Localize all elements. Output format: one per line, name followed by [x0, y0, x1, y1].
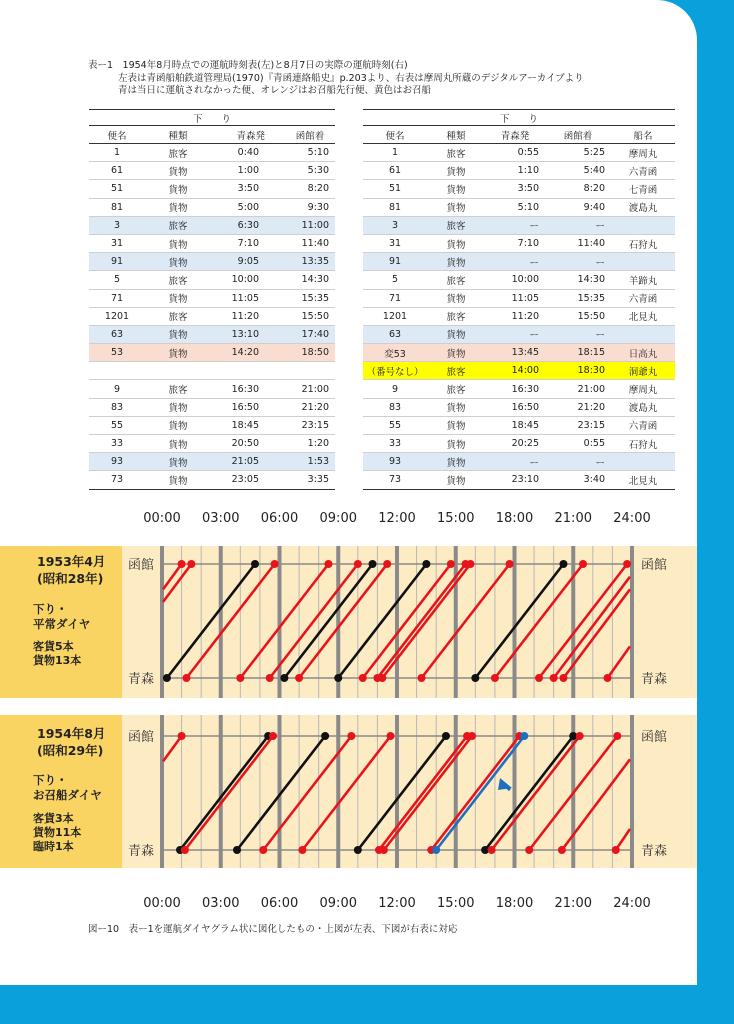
x-tick-top: 21:00: [554, 511, 592, 526]
trip-departure-dot: [558, 846, 566, 854]
trip-arrival-dot: [187, 560, 195, 568]
right-table-cell-no: 73: [388, 474, 402, 486]
right-table-cell-type: 貨物: [446, 239, 466, 251]
left-table-cell-dep: 10:00: [231, 274, 259, 286]
left-table-cell-type: 旅客: [168, 312, 188, 324]
trip-arrival-dot: [369, 560, 377, 568]
right-table-cell-ship: 六青函: [628, 421, 658, 433]
right-table-cell-type: 旅客: [427, 216, 485, 234]
left-table-cell-dep: 20:50: [231, 438, 259, 450]
page-frame-bottom: [0, 985, 734, 1024]
trip-line-passenger: [485, 736, 573, 850]
right-table-cell-arr: 15:35: [577, 292, 605, 304]
trip-departure-dot: [417, 674, 425, 682]
left-table-cell-arr: 13:35: [265, 253, 335, 271]
trip-departure-dot: [298, 846, 306, 854]
right-table-cell-arr: 3:40: [583, 474, 605, 486]
trip-departure-dot: [604, 674, 612, 682]
right-table-cell-ship: 渡島丸: [628, 203, 658, 215]
trip-line-passenger: [358, 736, 446, 850]
trip-arrival-dot: [178, 560, 186, 568]
x-tick-bottom: 24:00: [613, 896, 651, 911]
station-label-aomori: 青森: [128, 672, 155, 687]
trip-departure-dot: [359, 674, 367, 682]
left-table-cell-type: 貨物: [168, 421, 188, 433]
right-table-cell-dep: 1:10: [517, 165, 539, 177]
left-table-cell-arr: 9:30: [307, 201, 329, 213]
right-table-cell-arr: 15:50: [577, 310, 605, 322]
left-table-cell-no: 53: [89, 344, 145, 362]
right-header-ship: 船名: [611, 126, 675, 144]
trip-departure-dot: [432, 846, 440, 854]
trip-departure-dot: [612, 846, 620, 854]
trip-line-freight: [163, 564, 182, 589]
right-table-cell-no: 9: [391, 383, 399, 395]
panel2-count1: 客貨3本: [33, 812, 74, 825]
left-table-cell-type: 貨物: [168, 403, 188, 415]
left-table-cell-dep: 9:05: [211, 253, 265, 271]
left-table-cell-type: 貨物: [168, 166, 188, 178]
right-table-cell-no: 51: [388, 183, 402, 195]
right-table-cell-no: 1: [391, 147, 399, 159]
trip-line-freight: [421, 564, 509, 678]
right-table-cell-no: 3: [363, 216, 427, 234]
page-number: 11: [669, 957, 689, 972]
trip-departure-dot: [378, 674, 386, 682]
right-table-cell-arr: 21:20: [577, 401, 605, 413]
trip-arrival-dot: [422, 560, 430, 568]
left-table-cell-type: 貨物: [168, 203, 188, 215]
trip-arrival-dot: [269, 732, 277, 740]
trip-arrival-dot: [559, 560, 567, 568]
left-table-cell-arr: 11:00: [265, 216, 335, 234]
left-table-cell-no: 9: [113, 383, 121, 395]
table-caption-line2: 左表は青函船舶鉄道管理局(1970)『青函連絡船史』p.203より、右表は摩周丸所蔵のデジタルアーカイブより: [118, 72, 584, 84]
left-table-cell-dep: 16:50: [231, 401, 259, 413]
right-table-cell-dep: 14:00: [485, 362, 545, 380]
left-table-cell-no: 1201: [104, 310, 130, 322]
left-table-cell-dep: 23:05: [231, 474, 259, 486]
right-table-cell-type: 貨物: [446, 184, 466, 196]
right-table-cell-arr: ー: [545, 253, 611, 271]
x-tick-bottom: 09:00: [319, 896, 357, 911]
left-table-cell-type: 貨物: [145, 253, 211, 271]
trip-line-freight: [163, 736, 182, 761]
left-table-cell-arr: 3:35: [307, 474, 329, 486]
right-table-cell-no: 1201: [382, 310, 408, 322]
left-table-cell-no: 1: [113, 147, 121, 159]
left-table-cell-dep: 11:20: [231, 310, 259, 322]
right-table-cell-no: 71: [388, 292, 402, 304]
right-table-cell-arr: ー: [545, 216, 611, 234]
trip-line-freight: [363, 564, 451, 678]
left-table-cell-no: 31: [110, 238, 124, 250]
trip-arrival-dot: [383, 560, 391, 568]
right-table-cell-arr: ー: [545, 453, 611, 471]
right-table-cell-type: 貨物: [446, 439, 466, 451]
trip-arrival-dot: [321, 732, 329, 740]
right-table-cell-ship: 洞爺丸: [611, 362, 675, 380]
trip-departure-dot: [550, 674, 558, 682]
right-header-dep: 青森発: [485, 126, 545, 144]
station-label-aomori: 青森: [640, 672, 667, 687]
right-table-cell-type: 旅客: [446, 312, 466, 324]
trip-arrival-dot: [387, 732, 395, 740]
trip-arrival-dot: [251, 560, 259, 568]
trip-departure-dot: [334, 674, 342, 682]
left-table-cell-no: 71: [110, 292, 124, 304]
trip-arrival-dot: [324, 560, 332, 568]
right-table-cell-ship: 北見丸: [628, 312, 658, 324]
x-tick-top: 09:00: [319, 511, 357, 526]
panel1-subtitle2: 平常ダイヤ: [33, 617, 91, 631]
left-direction: 下 り: [89, 110, 335, 126]
trip-arrival-dot: [271, 560, 279, 568]
panel2-count3: 臨時1本: [33, 840, 74, 853]
x-tick-bottom: 18:00: [495, 896, 534, 911]
left-table-cell-arr: 17:40: [265, 325, 335, 343]
left-table-cell-no: 55: [110, 419, 124, 431]
left-table-cell-arr: 5:30: [307, 165, 329, 177]
left-table-cell-arr: 1:20: [307, 438, 329, 450]
table-caption-line1: 表ー1 1954年8月時点での運航時刻表(左)と8月7日の実際の運航時刻(右): [88, 60, 408, 71]
right-table-cell-dep: 18:45: [511, 419, 539, 431]
left-header-type: 種類: [145, 126, 211, 144]
x-tick-top: 06:00: [260, 511, 299, 526]
panel1-count1: 客貨5本: [33, 640, 74, 653]
station-label-hakodate: 函館: [640, 558, 667, 573]
trip-arrival-dot: [576, 732, 584, 740]
trip-line-freight: [608, 646, 630, 678]
x-tick-bottom: 03:00: [202, 896, 240, 911]
right-table-cell-no: 33: [388, 438, 402, 450]
right-table-cell-dep: 11:05: [511, 292, 539, 304]
right-table-cell-arr: 14:30: [577, 274, 605, 286]
trip-arrival-dot: [347, 732, 355, 740]
trip-departure-dot: [535, 674, 543, 682]
right-table-cell-dep: ー: [485, 253, 545, 271]
right-table-cell-dep: ー: [485, 453, 545, 471]
right-table-cell-no: 63: [363, 325, 427, 343]
left-header-dep: 青森発: [211, 126, 265, 144]
right-table-cell-arr: 0:55: [583, 438, 605, 450]
trip-arrival-dot: [579, 560, 587, 568]
trip-departure-dot: [354, 846, 362, 854]
right-table-cell-arr: 8:20: [583, 183, 605, 195]
right-table-cell-dep: 16:30: [511, 383, 539, 395]
x-tick-top: 12:00: [378, 511, 416, 526]
table-caption-line3: 青は当日に運航されなかった便、オレンジはお召船先行便、黄色はお召船: [118, 85, 432, 96]
trip-departure-dot: [236, 674, 244, 682]
right-table-cell-type: 貨物: [446, 421, 466, 433]
left-table-cell-type: 貨物: [168, 239, 188, 251]
left-table-cell-no: 61: [110, 165, 124, 177]
right-table-cell-type: 貨物: [446, 294, 466, 306]
x-tick-top: 03:00: [202, 511, 240, 526]
right-table-cell-type: 貨物: [427, 453, 485, 471]
left-table-cell-no: 5: [113, 274, 121, 286]
trip-line-royal: [436, 736, 524, 850]
right-table-cell-dep: 20:25: [511, 438, 539, 450]
right-table-cell-dep: 0:55: [517, 147, 539, 159]
trip-line-freight: [539, 564, 627, 678]
trip-line-passenger: [475, 564, 563, 678]
left-table-cell-dep: 14:20: [211, 344, 265, 362]
right-table-cell-ship: 渡島丸: [628, 403, 658, 415]
left-table-cell-no: 51: [110, 183, 124, 195]
trip-departure-dot: [491, 674, 499, 682]
left-table-cell-type: 貨物: [168, 439, 188, 451]
left-table-cell-arr: 1:53: [265, 453, 335, 471]
panel1-count2: 貨物13本: [33, 654, 82, 667]
left-table-cell-dep: 6:30: [211, 216, 265, 234]
right-table-cell-arr: 21:00: [577, 383, 605, 395]
trip-departure-dot: [525, 846, 533, 854]
right-table-cell-dep: 5:10: [517, 201, 539, 213]
panel1-era: (昭和28年): [37, 571, 104, 586]
left-table-cell-arr: 5:10: [307, 147, 329, 159]
x-tick-bottom: 21:00: [554, 896, 592, 911]
right-table-cell-no: 83: [388, 401, 402, 413]
trip-arrival-dot: [623, 560, 631, 568]
right-header-type: 種類: [427, 126, 485, 144]
right-table-cell-type: 貨物: [446, 203, 466, 215]
trip-departure-dot: [266, 674, 274, 682]
right-table-cell-dep: 16:50: [511, 401, 539, 413]
left-table-cell-dep: 5:00: [237, 201, 259, 213]
right-table-cell-dep: ー: [485, 216, 545, 234]
right-table-cell-dep: 10:00: [511, 274, 539, 286]
left-table-cell-no: 73: [110, 474, 124, 486]
right-table-cell-dep: 3:50: [517, 183, 539, 195]
right-table-cell-no: 81: [388, 201, 402, 213]
left-table-cell-arr: 15:35: [301, 292, 329, 304]
trip-arrival-dot: [442, 732, 450, 740]
right-table-cell-dep: 13:45: [485, 344, 545, 362]
trip-arrival-dot: [466, 560, 474, 568]
left-header-arr: 函館着: [265, 126, 335, 144]
right-table-cell-type: 貨物: [427, 344, 485, 362]
left-table-cell-type: 旅客: [168, 385, 188, 397]
right-table-cell-ship: 摩周丸: [628, 385, 658, 397]
right-table-cell-ship: 日高丸: [611, 344, 675, 362]
right-table-cell-type: 旅客: [446, 148, 466, 160]
right-table-cell-no: 55: [388, 419, 402, 431]
left-table-cell-arr: 15:50: [301, 310, 329, 322]
left-table-cell-no: 81: [110, 201, 124, 213]
right-table-cell-type: 旅客: [446, 385, 466, 397]
left-table-cell-no: 83: [110, 401, 124, 413]
x-tick-top: 00:00: [143, 511, 181, 526]
left-header-no: 便名: [89, 126, 145, 144]
right-table-cell-dep: 23:10: [511, 474, 539, 486]
left-table-cell-dep: 21:05: [211, 453, 265, 471]
right-table-cell-ship: 石狩丸: [628, 239, 658, 251]
left-table-cell-type: 貨物: [168, 184, 188, 196]
right-table-cell-arr: 9:40: [583, 201, 605, 213]
trip-arrival-dot: [178, 732, 186, 740]
panel1-subtitle1: 下り・: [33, 602, 68, 616]
left-table-cell-arr: 14:30: [301, 274, 329, 286]
left-table-cell-dep: 13:10: [211, 325, 265, 343]
left-table-cell-type: 旅客: [145, 216, 211, 234]
right-table-cell-ship: 摩周丸: [628, 148, 658, 160]
right-table-cell-no: 91: [363, 253, 427, 271]
left-table-cell-arr: 18:50: [265, 344, 335, 362]
right-table-cell-type: 貨物: [446, 475, 466, 487]
left-table-cell-no: 33: [110, 438, 124, 450]
panel2-title: 1954年8月: [37, 726, 106, 741]
right-table-cell-no: 変53: [363, 344, 427, 362]
left-table-cell-arr: 21:20: [301, 401, 329, 413]
figure-caption: 図ー10 表ー1を運航ダイヤグラム状に図化したもの・上図が左表、下図が右表に対応: [88, 924, 458, 935]
right-table-cell-ship: 六青函: [628, 166, 658, 178]
trip-departure-dot: [181, 846, 189, 854]
x-tick-bottom: 12:00: [378, 896, 416, 911]
right-table-cell-dep: 11:20: [511, 310, 539, 322]
panel2-count2: 貨物11本: [33, 826, 82, 839]
trip-departure-dot: [259, 846, 267, 854]
left-table-cell-type: 貨物: [145, 453, 211, 471]
left-table-cell-type: 貨物: [168, 475, 188, 487]
panel2-subtitle2: お召船ダイヤ: [33, 788, 102, 802]
left-table-cell-no: 91: [89, 253, 145, 271]
left-table-cell-dep: 0:40: [237, 147, 259, 159]
left-table-cell-arr: 23:15: [301, 419, 329, 431]
trip-departure-dot: [559, 674, 567, 682]
right-table-cell-ship: 北見丸: [628, 475, 658, 487]
right-table-cell-no: 93: [363, 453, 427, 471]
x-tick-bottom: 15:00: [437, 896, 475, 911]
panel1-title: 1953年4月: [37, 554, 106, 569]
left-table-cell-no: 93: [89, 453, 145, 471]
x-tick-top: 24:00: [613, 511, 651, 526]
left-table-cell-type: 貨物: [145, 325, 211, 343]
right-table-cell-arr: 18:30: [545, 362, 611, 380]
left-table-cell-dep: 11:05: [231, 292, 259, 304]
x-tick-bottom: 00:00: [143, 896, 181, 911]
station-label-hakodate: 函館: [128, 730, 155, 745]
right-table-cell-arr: 18:15: [545, 344, 611, 362]
left-table-cell-type: 旅客: [168, 148, 188, 160]
left-table-cell-dep: 3:50: [237, 183, 259, 195]
right-table-cell-type: 貨物: [446, 403, 466, 415]
left-table-cell-dep: 1:00: [237, 165, 259, 177]
right-table-cell-no: 61: [388, 165, 402, 177]
right-table-cell-ship: 七青函: [628, 184, 658, 196]
left-table-cell-arr: 21:00: [301, 383, 329, 395]
left-table-cell-no: 3: [89, 216, 145, 234]
trip-arrival-dot: [447, 560, 455, 568]
right-table-cell-no: （番号なし）: [363, 362, 427, 380]
panel2-era: (昭和29年): [37, 743, 104, 758]
trip-departure-dot: [295, 674, 303, 682]
trip-arrival-dot: [506, 560, 514, 568]
trip-departure-dot: [280, 674, 288, 682]
right-table-cell-type: 貨物: [427, 253, 485, 271]
trip-arrival-dot: [468, 732, 476, 740]
right-header-arr: 函館着: [545, 126, 611, 144]
right-table-cell-arr: 5:25: [583, 147, 605, 159]
trip-line-freight: [495, 564, 583, 678]
right-table-cell-type: 旅客: [427, 362, 485, 380]
trip-line-freight: [377, 564, 465, 678]
right-table-cell-dep: 7:10: [517, 238, 539, 250]
right-table-cell-ship: 石狩丸: [628, 439, 658, 451]
right-table-cell-no: 31: [388, 238, 402, 250]
right-table-cell-type: 旅客: [446, 275, 466, 287]
trip-arrival-dot: [613, 732, 621, 740]
page-frame-right: [697, 0, 734, 1024]
trip-line-passenger: [284, 564, 372, 678]
trip-departure-dot: [380, 846, 388, 854]
trip-departure-dot: [488, 846, 496, 854]
x-tick-top: 15:00: [437, 511, 475, 526]
left-table-cell-dep: 7:10: [237, 238, 259, 250]
right-table-cell-arr: 11:40: [577, 238, 605, 250]
x-tick-bottom: 06:00: [260, 896, 299, 911]
trip-departure-dot: [233, 846, 241, 854]
left-table-cell-type: 旅客: [168, 275, 188, 287]
trip-departure-dot: [163, 674, 171, 682]
panel2-subtitle1: 下り・: [33, 773, 68, 787]
left-table-cell-arr: 8:20: [307, 183, 329, 195]
left-table-cell-arr: 11:40: [301, 238, 329, 250]
trip-arrival-dot: [520, 732, 528, 740]
right-table-cell-arr: 5:40: [583, 165, 605, 177]
left-table-cell-dep: 16:30: [231, 383, 259, 395]
trip-arrival-dot: [354, 560, 362, 568]
x-tick-top: 18:00: [495, 511, 534, 526]
right-table-cell-ship: 六青函: [628, 294, 658, 306]
right-direction: 下 り: [363, 110, 675, 126]
trip-departure-dot: [471, 674, 479, 682]
station-label-hakodate: 函館: [128, 558, 155, 573]
right-header-no: 便名: [363, 126, 427, 144]
left-table-cell-type: 貨物: [145, 344, 211, 362]
trip-line-passenger: [180, 736, 268, 850]
right-table-cell-type: 貨物: [427, 325, 485, 343]
right-table-cell-ship: 羊蹄丸: [628, 275, 658, 287]
station-label-aomori: 青森: [128, 844, 155, 859]
right-table-cell-dep: ー: [485, 325, 545, 343]
right-table-cell-arr: 23:15: [577, 419, 605, 431]
right-table-cell-type: 貨物: [446, 166, 466, 178]
left-table-cell-type: 貨物: [168, 294, 188, 306]
left-table-cell-dep: 18:45: [231, 419, 259, 431]
station-label-hakodate: 函館: [640, 730, 667, 745]
trip-departure-dot: [182, 674, 190, 682]
trip-line-freight: [186, 564, 274, 678]
right-table-cell-arr: ー: [545, 325, 611, 343]
trip-line-passenger: [338, 564, 426, 678]
left-table-cell-no: 63: [89, 325, 145, 343]
station-label-aomori: 青森: [640, 844, 667, 859]
right-table-cell-no: 5: [391, 274, 399, 286]
